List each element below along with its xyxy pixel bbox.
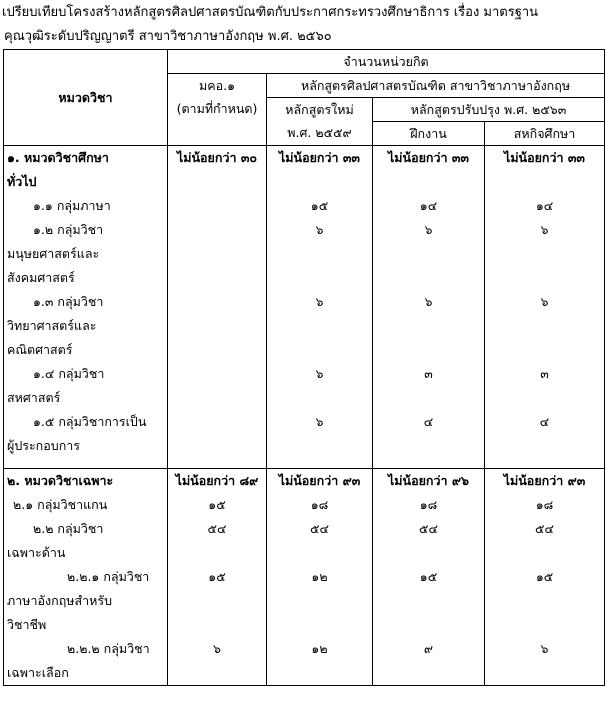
caption-line-1: เปรียบเทียบโครงสร้างหลักสูตรศิลปศาสตรบัณฑิตกับประกาศกระทรวงศึกษาธิการ เรื่อง มาตรฐาน — [2, 5, 539, 20]
row-label-line: ๑.๒ กลุ่มวิชา — [33, 222, 104, 237]
cell-internship: ๖ — [373, 218, 485, 290]
cell-new: ๕๔ — [267, 517, 373, 565]
cell-internship: ๖ — [373, 290, 485, 362]
row-label-line: ๑.๕ กลุ่มวิชาการเป็น — [33, 414, 147, 429]
caption-line-2: คุณวุฒิระดับปริญญาตรี สาขาวิชาภาษาอังกฤษ พ.ศ. ๒๕๖๐ — [4, 29, 332, 44]
table-row — [4, 565, 605, 637]
section-1-title-line1: ๑. หมวดวิชาศึกษา — [7, 150, 109, 165]
cell-internship: ๔ — [373, 410, 485, 458]
row-label — [4, 410, 168, 458]
header-mko — [168, 74, 267, 146]
cell-coop: ๑๕ — [485, 565, 605, 637]
row-label-line: ๑.๔ กลุ่มวิชา — [33, 366, 105, 381]
cell-new: ๖ — [267, 218, 373, 290]
cell-coop: ๖ — [485, 290, 605, 362]
row-label-line: ผู้ประกอบการ — [7, 438, 80, 453]
cell-mko: ๕๔ — [168, 517, 267, 565]
cell-coop: ๕๔ — [485, 517, 605, 565]
row-label-line: เฉพาะเลือก — [7, 665, 69, 680]
cell-mko — [168, 362, 267, 410]
cell-new: ๑๒ — [267, 637, 373, 686]
table-caption — [2, 1, 602, 49]
cell-internship: ๑๕ — [373, 565, 485, 637]
cell-mko: ๖ — [168, 637, 267, 686]
cell-mko — [168, 218, 267, 290]
section-1-coop: ไม่น้อยกว่า ๓๓ — [485, 146, 605, 195]
cell-internship: ๙ — [373, 637, 485, 686]
header-internship: ฝึกงาน — [373, 122, 485, 146]
table-row — [4, 362, 605, 410]
section-2-title — [4, 469, 168, 494]
row-label-line: ๑.๓ กลุ่มวิชา — [33, 294, 104, 309]
header-program: หลักสูตรศิลปศาสตรบัณฑิต สาขาวิชาภาษาอังกฤษ — [267, 74, 605, 98]
row-label-line: ๒.๒.๒ กลุ่มวิชา — [67, 641, 150, 656]
row-label — [4, 493, 168, 517]
row-label — [4, 517, 168, 565]
row-label — [4, 362, 168, 410]
header-new-line1: หลักสูตรใหม่ — [285, 102, 354, 117]
section-1-title — [4, 146, 168, 195]
cell-new: ๖ — [267, 410, 373, 458]
cell-internship: ๕๔ — [373, 517, 485, 565]
comparison-table — [3, 49, 605, 686]
cell-new: ๑๒ — [267, 565, 373, 637]
section-2-title-line: ๒. หมวดวิชาเฉพาะ — [7, 473, 114, 488]
cell-coop: ๓ — [485, 362, 605, 410]
row-label — [4, 218, 168, 290]
cell-mko — [168, 194, 267, 218]
row-label-line: เฉพาะด้าน — [7, 545, 66, 560]
header-revised: หลักสูตรปรับปรุง พ.ศ. ๒๕๖๓ — [373, 98, 605, 122]
cell-new: ๑๘ — [267, 493, 373, 517]
table-row — [4, 218, 605, 290]
row-label-line: ๒.๒.๑ กลุ่มวิชา — [67, 569, 150, 584]
section-2 — [4, 469, 605, 686]
cell-new: ๖ — [267, 290, 373, 362]
row-label-line: สหศาสตร์ — [7, 390, 61, 405]
row-label-line: ๑.๑ กลุ่มภาษา — [33, 198, 111, 213]
cell-internship: ๑๔ — [373, 194, 485, 218]
row-label — [4, 194, 168, 218]
cell-coop: ๖ — [485, 218, 605, 290]
table-row — [4, 493, 605, 517]
row-label-line: ๒.๑ กลุ่มวิชาแกน — [13, 497, 108, 512]
cell-coop: ๑๘ — [485, 493, 605, 517]
cell-mko — [168, 410, 267, 458]
row-label-line: ๒.๒ กลุ่มวิชา — [33, 521, 104, 536]
table-row — [4, 517, 605, 565]
cell-internship: ๓ — [373, 362, 485, 410]
row-label-line: วิทยาศาสตร์และ — [7, 318, 97, 333]
row-label — [4, 637, 168, 686]
row-label-line: ภาษาอังกฤษสำหรับ — [7, 593, 113, 608]
section-2-internship: ไม่น้อยกว่า ๙๖ — [373, 469, 485, 494]
section-2-mko: ไม่น้อยกว่า ๘๙ — [168, 469, 267, 494]
header-credits: จำนวนหน่วยกิต — [168, 50, 605, 74]
header-coop: สหกิจศึกษา — [485, 122, 605, 146]
cell-mko: ๑๕ — [168, 493, 267, 517]
cell-mko — [168, 290, 267, 362]
section-1-internship: ไม่น้อยกว่า ๓๓ — [373, 146, 485, 195]
row-label-line: มนุษยศาสตร์และ — [7, 246, 100, 261]
cell-new: ๑๕ — [267, 194, 373, 218]
cell-internship: ๑๘ — [373, 493, 485, 517]
section-2-coop: ไม่น้อยกว่า ๙๓ — [485, 469, 605, 494]
table-row — [4, 290, 605, 362]
section-1-title-line2: ทั่วไป — [7, 174, 37, 189]
table-row — [4, 410, 605, 458]
section-1-title-row — [4, 146, 605, 195]
cell-mko: ๑๕ — [168, 565, 267, 637]
cell-coop: ๑๔ — [485, 194, 605, 218]
section-1-mko: ไม่น้อยกว่า ๓๐ — [168, 146, 267, 195]
cell-new: ๖ — [267, 362, 373, 410]
cell-coop: ๖ — [485, 637, 605, 686]
header-category: หมวดวิชา — [4, 50, 168, 146]
header-new-curriculum — [267, 98, 373, 146]
row-label-line: สังคมศาสตร์ — [7, 270, 75, 285]
table-row — [4, 637, 605, 686]
header-new-line2: พ.ศ. ๒๕๕๙ — [287, 125, 352, 140]
section-1-new: ไม่น้อยกว่า ๓๓ — [267, 146, 373, 195]
row-label — [4, 290, 168, 362]
header-mko-line2: (ตามที่กำหนด) — [176, 101, 258, 116]
row-label-line: คณิตศาสตร์ — [7, 342, 73, 357]
section-2-title-row — [4, 469, 605, 494]
row-label-line: วิชาชีพ — [7, 617, 47, 632]
table-row — [4, 194, 605, 218]
row-label — [4, 565, 168, 637]
section-2-new: ไม่น้อยกว่า ๙๓ — [267, 469, 373, 494]
section-1 — [4, 146, 605, 469]
cell-coop: ๔ — [485, 410, 605, 458]
header-mko-line1: มคอ.๑ — [198, 78, 236, 93]
